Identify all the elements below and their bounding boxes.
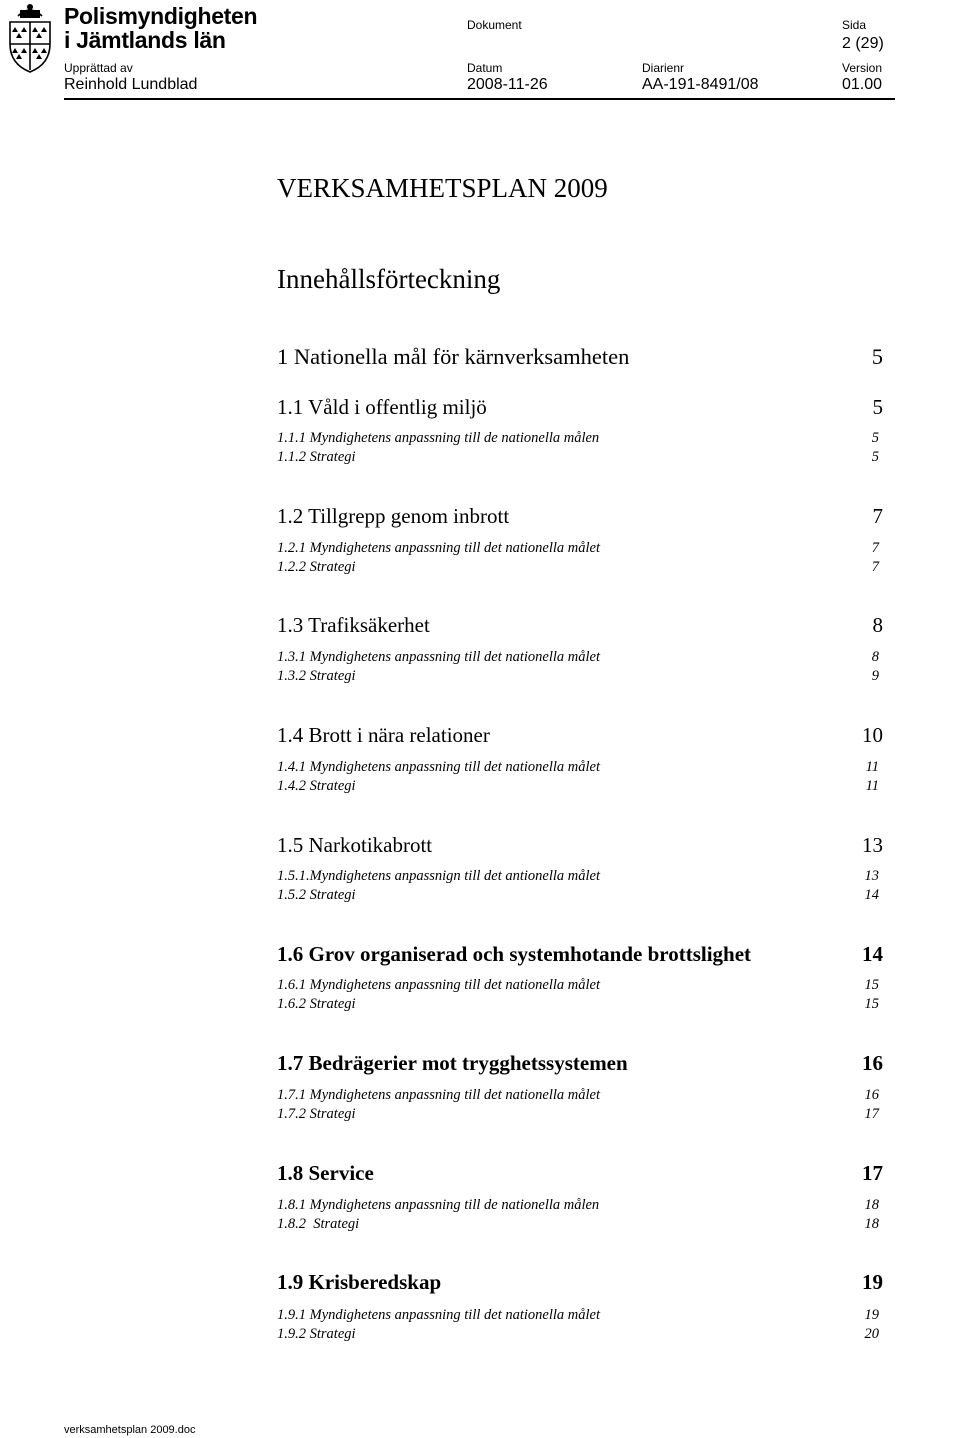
toc-entry-text: 1.2.2 Strategi bbox=[277, 559, 356, 575]
toc-heading: Innehållsförteckning bbox=[277, 264, 501, 294]
toc-entry-text: 1.8.1 Myndighetens anpassning till de nationella målen bbox=[277, 1197, 600, 1213]
toc-entry[interactable] bbox=[277, 723, 883, 747]
toc-entry[interactable] bbox=[277, 1105, 883, 1123]
toc-entry-text: 1.5 Narkotikabrott bbox=[277, 833, 433, 857]
toc-entry[interactable] bbox=[277, 395, 883, 419]
header-divider bbox=[64, 98, 895, 100]
toc-entry-page: 5 bbox=[871, 344, 883, 369]
toc-entry[interactable] bbox=[277, 976, 883, 994]
toc-entry[interactable] bbox=[277, 867, 883, 885]
document-title: VERKSAMHETSPLAN 2009 bbox=[277, 173, 608, 203]
toc-entry-text: 1.9.2 Strategi bbox=[277, 1326, 356, 1342]
org-line-1: Polismyndigheten bbox=[64, 3, 258, 29]
toc-entry-page: 19 bbox=[862, 1270, 883, 1294]
toc-entry-page: 11 bbox=[865, 778, 879, 794]
toc-entry[interactable] bbox=[277, 429, 883, 447]
toc-entry-text: 1.4.1 Myndighetens anpassning till det nationella målet bbox=[277, 759, 600, 775]
toc-entry-page: 8 bbox=[871, 649, 879, 665]
toc-entry[interactable] bbox=[277, 344, 883, 370]
datum-value: 2008-11-26 bbox=[467, 76, 548, 93]
toc-entry-page: 16 bbox=[864, 1087, 879, 1103]
toc-entry-text: 1.1 Våld i offentlig miljö bbox=[277, 395, 487, 419]
toc-entry-text: 1.7.2 Strategi bbox=[277, 1106, 356, 1122]
version-value: 01.00 bbox=[842, 76, 883, 93]
toc-entry-text: 1.3.2 Strategi bbox=[277, 668, 356, 684]
toc-entry[interactable] bbox=[277, 539, 883, 557]
toc-entry-page: 16 bbox=[862, 1051, 883, 1075]
toc-entry[interactable] bbox=[277, 613, 883, 637]
toc-entry-text: 1.2.1 Myndighetens anpassning till det nationella målet bbox=[277, 540, 600, 556]
toc-entry-page: 7 bbox=[871, 559, 879, 575]
toc-entry-page: 14 bbox=[864, 887, 879, 903]
toc-entry[interactable] bbox=[277, 1215, 883, 1233]
toc-entry[interactable] bbox=[277, 886, 883, 904]
toc-entry-text: 1.5.2 Strategi bbox=[277, 887, 356, 903]
org-line-2: i Jämtlands län bbox=[64, 27, 226, 53]
toc-entry-page: 8 bbox=[872, 613, 883, 637]
toc-entry[interactable] bbox=[277, 942, 883, 966]
toc-entry[interactable] bbox=[277, 648, 883, 666]
toc-entry[interactable] bbox=[277, 1161, 883, 1185]
upprattad-value: Reinhold Lundblad bbox=[64, 76, 198, 93]
toc-entry-page: 14 bbox=[862, 942, 883, 966]
toc-entry-text: 1.2 Tillgrepp genom inbrott bbox=[277, 504, 510, 528]
toc-entry[interactable] bbox=[277, 995, 883, 1013]
toc-entry-text: 1.3 Trafiksäkerhet bbox=[277, 613, 430, 637]
toc-entry-page: 7 bbox=[871, 540, 879, 556]
sida-value: 2 (29) bbox=[842, 35, 884, 52]
toc-entry-page: 10 bbox=[862, 723, 883, 747]
toc-entry[interactable] bbox=[277, 558, 883, 576]
toc-entry[interactable] bbox=[277, 667, 883, 685]
toc-entry-text: 1.1.2 Strategi bbox=[277, 449, 356, 465]
toc-entry-text: 1.6 Grov organiserad och systemhotande brottslighet bbox=[277, 942, 752, 966]
toc-entry-text: 1.6.1 Myndighetens anpassning till det nationella målet bbox=[277, 977, 600, 993]
upprattad-label: Upprättad av bbox=[64, 61, 133, 75]
toc-entry-page: 5 bbox=[871, 430, 879, 446]
toc-entry[interactable] bbox=[277, 758, 883, 776]
toc-entry-text: 1.3.1 Myndighetens anpassning till det nationella målet bbox=[277, 649, 600, 665]
toc-entry-text: 1.1.1 Myndighetens anpassning till de nationella målen bbox=[277, 430, 600, 446]
toc-entry[interactable] bbox=[277, 1270, 883, 1294]
toc-entry-page: 5 bbox=[871, 449, 879, 465]
toc-entry-page: 13 bbox=[862, 833, 883, 857]
toc-entry-page: 15 bbox=[864, 996, 879, 1012]
toc-entry-page: 9 bbox=[871, 668, 879, 684]
toc-entry-page: 7 bbox=[872, 504, 883, 528]
organization-name bbox=[64, 4, 257, 52]
toc-entry-page: 11 bbox=[865, 759, 879, 775]
police-crest-icon bbox=[4, 2, 56, 74]
version-label: Version bbox=[842, 61, 883, 75]
toc-entry-text: 1.9.1 Myndighetens anpassning till det nationella målet bbox=[277, 1307, 600, 1323]
toc-entry-text: 1.7 Bedrägerier mot trygghetssystemen bbox=[277, 1051, 628, 1075]
toc-entry-page: 5 bbox=[872, 395, 883, 419]
toc-entry-page: 18 bbox=[864, 1216, 879, 1232]
toc-entry[interactable] bbox=[277, 1196, 883, 1214]
toc-entry-page: 15 bbox=[864, 977, 879, 993]
toc-entry-page: 20 bbox=[864, 1326, 879, 1342]
toc-entry[interactable] bbox=[277, 777, 883, 795]
diarienr-label: Diarienr bbox=[642, 61, 685, 75]
toc-entry-text: 1.8 Service bbox=[277, 1161, 374, 1185]
datum-label: Datum bbox=[467, 61, 503, 75]
sida-label: Sida bbox=[842, 18, 867, 32]
toc-entry-page: 17 bbox=[864, 1106, 879, 1122]
toc-entry[interactable] bbox=[277, 833, 883, 857]
toc-entry[interactable] bbox=[277, 448, 883, 466]
toc-entry-text: 1 Nationella mål för kärnverksamheten bbox=[277, 344, 630, 369]
toc-entry-page: 17 bbox=[862, 1161, 883, 1185]
toc-entry-page: 19 bbox=[864, 1307, 879, 1323]
toc-entry-text: 1.6.2 Strategi bbox=[277, 996, 356, 1012]
document-header bbox=[0, 0, 960, 100]
toc-entry[interactable] bbox=[277, 1051, 883, 1075]
toc-entry-page: 13 bbox=[864, 868, 879, 884]
toc-entry[interactable] bbox=[277, 1325, 883, 1343]
footer-filename: verksamhetsplan 2009.doc bbox=[64, 1424, 196, 1436]
toc-entry[interactable] bbox=[277, 504, 883, 528]
toc-entry-text: 1.9 Krisberedskap bbox=[277, 1270, 442, 1294]
toc-entry-text: 1.7.1 Myndighetens anpassning till det nationella målet bbox=[277, 1087, 600, 1103]
toc-entry-page: 18 bbox=[864, 1197, 879, 1213]
diarienr-value: AA-191-8491/08 bbox=[642, 76, 759, 93]
toc-entry-text: 1.4 Brott i nära relationer bbox=[277, 723, 490, 747]
dokument-label: Dokument bbox=[467, 18, 522, 32]
toc-entry[interactable] bbox=[277, 1086, 883, 1104]
toc-entry-text: 1.8.2 Strategi bbox=[277, 1216, 360, 1232]
toc-entry-text: 1.4.2 Strategi bbox=[277, 778, 356, 794]
toc-entry-text: 1.5.1.Myndighetens anpassnign till det antionella målet bbox=[277, 868, 600, 884]
toc-entry[interactable] bbox=[277, 1306, 883, 1324]
